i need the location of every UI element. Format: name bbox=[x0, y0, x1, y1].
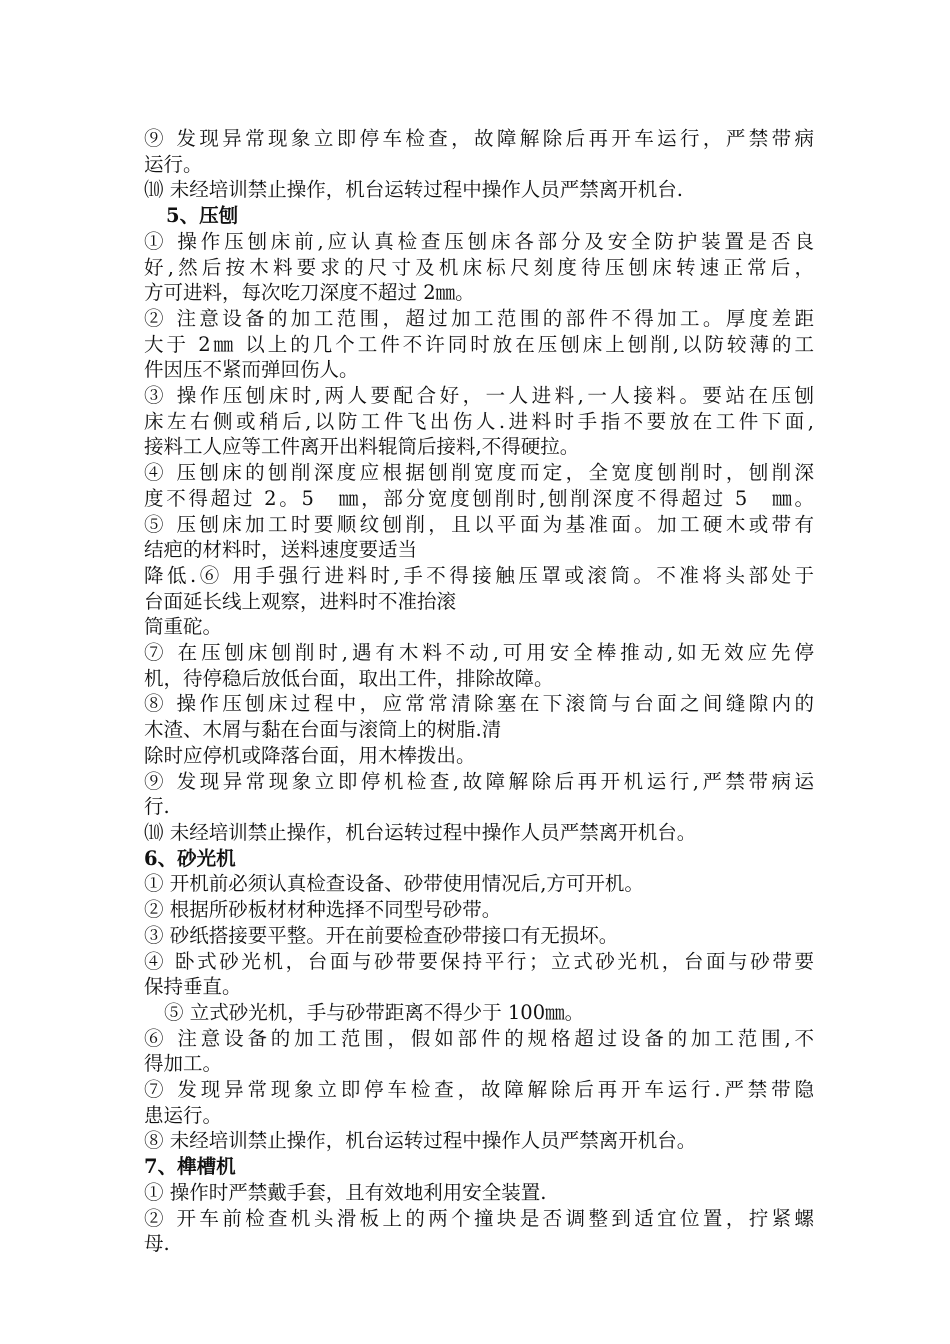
text-line: 床左右侧或稍后,以防工件飞出伤人.进料时手指不要放在工件下面, bbox=[144, 409, 814, 433]
text-line: ① 操作压刨床前,应认真检查压刨床各部分及安全防护装置是否良 bbox=[144, 229, 814, 253]
document-body bbox=[144, 126, 814, 1257]
text-line: ⑽ 未经培训禁止操作，机台运转过程中操作人员严禁离开机台。 bbox=[144, 820, 697, 844]
text-line: ② 注意设备的加工范围，超过加工范围的部件不得加工。厚度差距 bbox=[144, 306, 814, 330]
text-line: 结疤的材料时，送料速度要适当 bbox=[144, 538, 418, 562]
text-line: ⑤ 立式砂光机，手与砂带距离不得少于 100㎜。 bbox=[164, 1000, 585, 1024]
section-heading: 5、压刨 bbox=[166, 204, 239, 228]
text-line: 母. bbox=[144, 1232, 170, 1256]
text-line: ⑥ 注意设备的加工范围，假如部件的规格超过设备的加工范围,不 bbox=[144, 1026, 814, 1050]
text-line: 降低.⑥ 用手强行进料时,手不得接触压罩或滚筒。不准将头部处于 bbox=[144, 563, 814, 587]
text-line: 保持垂直。 bbox=[144, 975, 242, 999]
text-line: ② 开车前检查机头滑板上的两个撞块是否调整到适宜位置，拧紧螺 bbox=[144, 1206, 814, 1230]
text-line: 件因压不紧而弹回伤人。 bbox=[144, 358, 359, 382]
text-line: ⑦ 发现异常现象立即停车检查，故障解除后再开车运行.严禁带隐 bbox=[144, 1078, 814, 1102]
text-line: ① 开机前必须认真检查设备、砂带使用情况后,方可开机。 bbox=[144, 872, 644, 896]
text-line: ⑨ 发现异常现象立即停车检查，故障解除后再开车运行，严禁带病 bbox=[144, 127, 814, 150]
text-line: 木渣、木屑与黏在台面与滚筒上的树脂.清 bbox=[144, 718, 502, 742]
text-line: ⑤ 压刨床加工时要顺纹刨削，且以平面为基准面。加工硬木或带有 bbox=[144, 512, 814, 536]
text-line: 筒重砣。 bbox=[144, 615, 223, 639]
text-line: ⑦ 在压刨床刨削时,遇有木料不动,可用安全棒推动,如无效应先停 bbox=[144, 641, 814, 665]
text-line: 度不得超过 2。5 ㎜，部分宽度刨削时,刨削深度不得超过 5 ㎜。 bbox=[144, 486, 814, 510]
text-line: ③ 砂纸搭接要平整。开在前要检查砂带接口有无损坏。 bbox=[144, 923, 619, 947]
text-line: 除时应停机或降落台面，用木棒拨出。 bbox=[144, 743, 476, 767]
text-line: 机，待停稳后放低台面，取出工件，排除故障。 bbox=[144, 666, 554, 690]
text-line: ④ 压刨床的刨削深度应根据刨削宽度而定，全宽度刨削时，刨削深 bbox=[144, 461, 814, 485]
text-line: 行. bbox=[144, 795, 170, 819]
text-line: 方可进料，每次吃刀深度不超过 2㎜。 bbox=[144, 281, 475, 305]
text-line: ④ 卧式砂光机，台面与砂带要保持平行；立式砂光机，台面与砂带要 bbox=[144, 949, 814, 973]
text-line: 运行。 bbox=[144, 152, 203, 176]
text-line: 好,然后按木料要求的尺寸及机床标尺刻度待压刨床转速正常后， bbox=[144, 255, 814, 279]
text-line: ⑧ 未经培训禁止操作，机台运转过程中操作人员严禁离开机台。 bbox=[144, 1129, 697, 1153]
section-heading: 6、砂光机 bbox=[144, 846, 236, 870]
section-heading: 7、榫槽机 bbox=[144, 1155, 236, 1179]
text-line: 接料工人应等工件离开出料辊筒后接料,不得硬拉。 bbox=[144, 435, 580, 459]
text-line: 大于 2㎜ 以上的几个工件不许同时放在压刨床上刨削,以防较薄的工 bbox=[144, 332, 814, 356]
text-line: ⑨ 发现异常现象立即停机检查,故障解除后再开机运行,严禁带病运 bbox=[144, 769, 814, 793]
text-line: 得加工。 bbox=[144, 1052, 223, 1076]
text-line: ② 根据所砂板材材种选择不同型号砂带。 bbox=[144, 898, 502, 922]
text-line: ⑽ 未经培训禁止操作，机台运转过程中操作人员严禁离开机台. bbox=[144, 178, 683, 202]
text-line: 患运行。 bbox=[144, 1103, 223, 1127]
text-line: ③ 操作压刨床时,两人要配合好，一人进料,一人接料。要站在压刨 bbox=[144, 384, 814, 408]
text-line: ① 操作时严禁戴手套，且有效地利用安全装置. bbox=[144, 1180, 547, 1204]
text-line: 台面延长线上观察，进料时不准抬滚 bbox=[144, 589, 457, 613]
text-line: ⑧ 操作压刨床过程中，应常常清除塞在下滚筒与台面之间缝隙内的 bbox=[144, 692, 814, 716]
